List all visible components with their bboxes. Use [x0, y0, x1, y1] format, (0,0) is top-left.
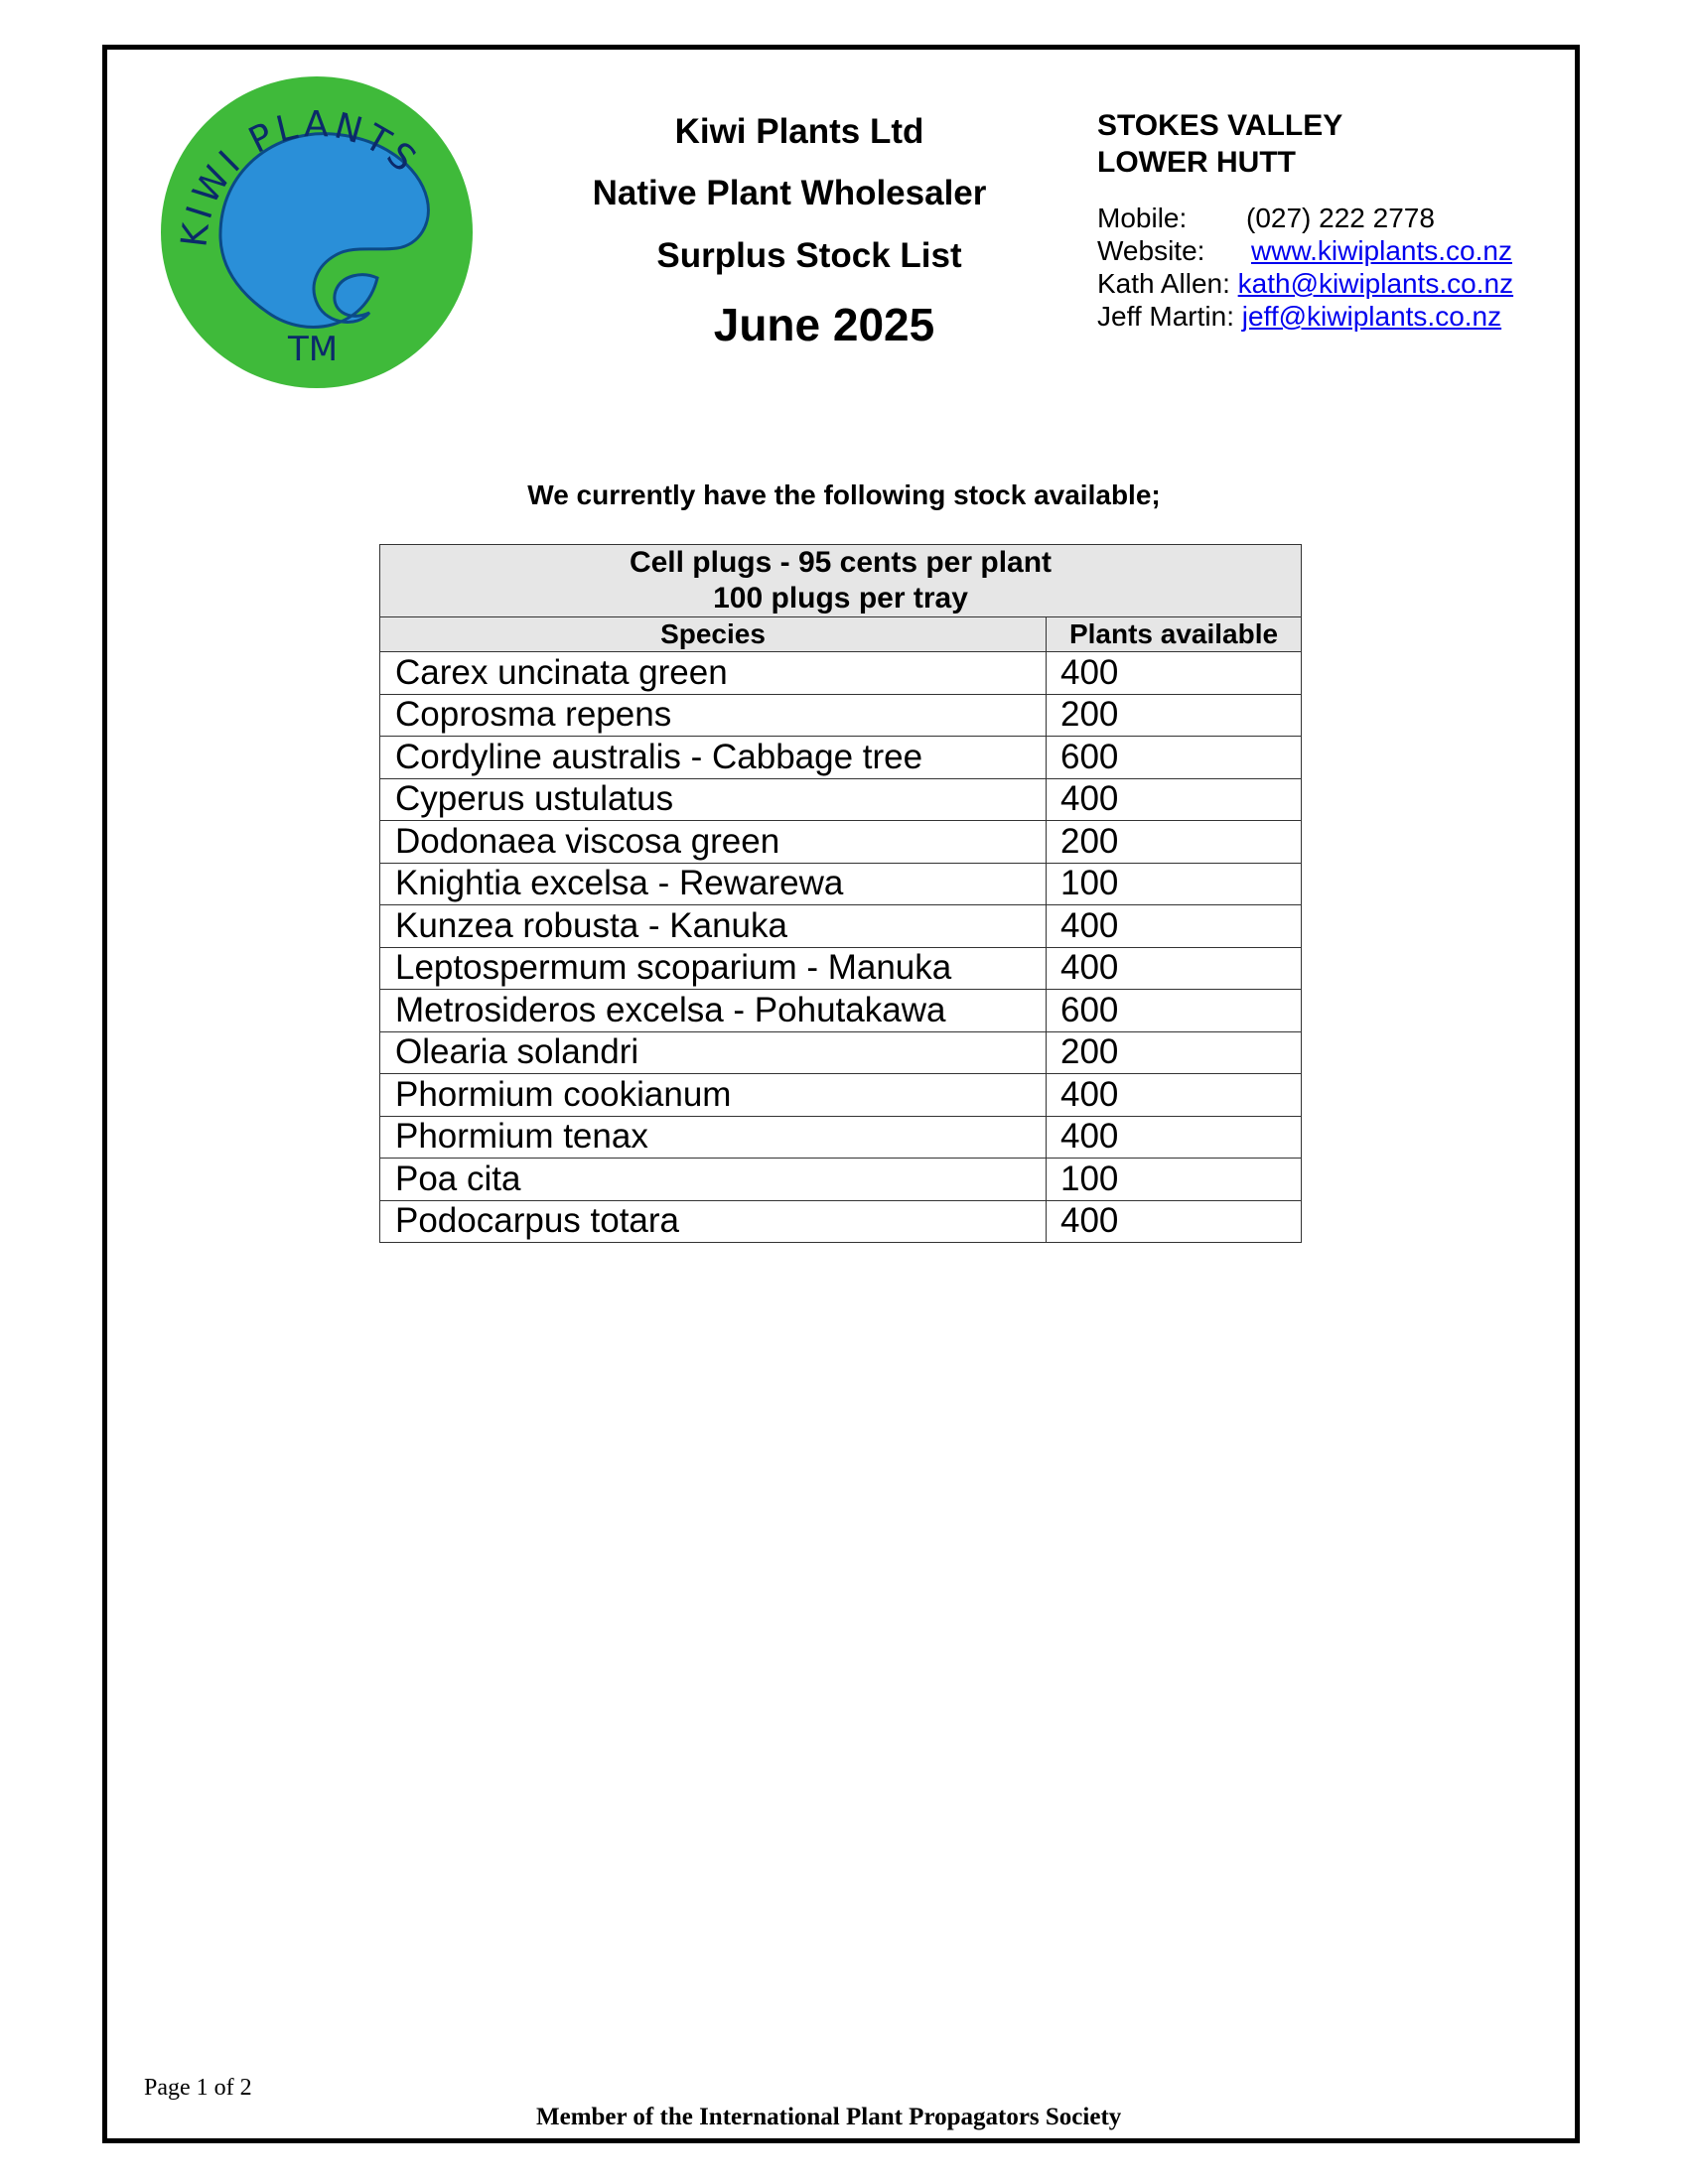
address-line-1: STOKES VALLEY [1097, 109, 1343, 142]
contact-website [1097, 234, 1513, 267]
table-row [380, 778, 1302, 821]
table-caption [380, 545, 1302, 617]
available-cell: 400 [1047, 1116, 1302, 1159]
contact-mobile [1097, 202, 1513, 234]
jeff-email-link[interactable]: jeff@kiwiplants.co.nz [1241, 301, 1502, 332]
table-row [380, 1159, 1302, 1201]
table-row [380, 737, 1302, 779]
species-cell: Podocarpus totara [380, 1200, 1047, 1243]
table-body [380, 652, 1302, 1243]
available-cell: 400 [1047, 1074, 1302, 1117]
intro-text: We currently have the following stock available; [527, 479, 1161, 510]
available-cell: 400 [1047, 652, 1302, 695]
company-name: Kiwi Plants Ltd [674, 112, 924, 151]
available-cell: 600 [1047, 990, 1302, 1032]
species-cell: Coprosma repens [380, 694, 1047, 737]
table-row [380, 694, 1302, 737]
column-header-available: Plants available [1047, 617, 1302, 652]
table-row [380, 990, 1302, 1032]
address-block [1097, 107, 1342, 181]
kath-email-link[interactable]: kath@kiwiplants.co.nz [1237, 268, 1514, 299]
table-row [380, 1074, 1302, 1117]
available-cell: 100 [1047, 1159, 1302, 1201]
species-cell: Poa cita [380, 1159, 1047, 1201]
contact-kath [1097, 267, 1513, 300]
available-cell: 400 [1047, 1200, 1302, 1243]
available-cell: 400 [1047, 947, 1302, 990]
contact-jeff [1097, 300, 1513, 333]
kath-label: Kath Allen: [1097, 268, 1230, 299]
table-row [380, 1200, 1302, 1243]
table-row [380, 1116, 1302, 1159]
species-cell: Dodonaea viscosa green [380, 821, 1047, 864]
species-cell: Kunzea robusta - Kanuka [380, 905, 1047, 948]
mobile-value: (027) 222 2778 [1246, 203, 1435, 233]
list-date: June 2025 [713, 299, 935, 350]
species-cell: Cyperus ustulatus [380, 778, 1047, 821]
species-cell: Olearia solandri [380, 1031, 1047, 1074]
species-cell: Phormium tenax [380, 1116, 1047, 1159]
table-row [380, 863, 1302, 905]
membership-footer: Member of the International Plant Propagators Society [536, 2104, 1122, 2130]
page-number: Page 1 of 2 [144, 2075, 252, 2101]
table-header-row [380, 617, 1302, 652]
table-row [380, 947, 1302, 990]
available-cell: 400 [1047, 778, 1302, 821]
kiwi-plants-logo [159, 74, 475, 390]
caption-price: Cell plugs - 95 cents per plant [629, 546, 1053, 579]
available-cell: 600 [1047, 737, 1302, 779]
list-title: Surplus Stock List [656, 236, 962, 275]
website-link[interactable]: www.kiwiplants.co.nz [1251, 235, 1512, 266]
table-row [380, 652, 1302, 695]
species-cell: Carex uncinata green [380, 652, 1047, 695]
jeff-label: Jeff Martin: [1097, 301, 1234, 332]
table-row [380, 1031, 1302, 1074]
available-cell: 200 [1047, 821, 1302, 864]
company-tagline: Native Plant Wholesaler [592, 174, 987, 212]
contact-block [1097, 202, 1513, 333]
species-cell: Knightia excelsa - Rewarewa [380, 863, 1047, 905]
mobile-label: Mobile: [1097, 203, 1188, 233]
species-cell: Metrosideros excelsa - Pohutakawa [380, 990, 1047, 1032]
svg-text:KIWI PLANTS LTD: KIWI PLANTS [174, 104, 426, 250]
species-cell: Cordyline australis - Cabbage tree [380, 737, 1047, 779]
available-cell: 200 [1047, 694, 1302, 737]
website-label: Website: [1097, 235, 1205, 266]
stock-table [379, 544, 1302, 1243]
table-row [380, 905, 1302, 948]
available-cell: 400 [1047, 905, 1302, 948]
species-cell: Leptospermum scoparium - Manuka [380, 947, 1047, 990]
available-cell: 200 [1047, 1031, 1302, 1074]
species-cell: Phormium cookianum [380, 1074, 1047, 1117]
svg-text:TM: TM [288, 330, 339, 369]
table-row [380, 821, 1302, 864]
available-cell: 100 [1047, 863, 1302, 905]
column-header-species: Species [380, 617, 1047, 652]
address-line-2: LOWER HUTT [1097, 146, 1296, 179]
caption-tray: 100 plugs per tray [713, 582, 968, 614]
